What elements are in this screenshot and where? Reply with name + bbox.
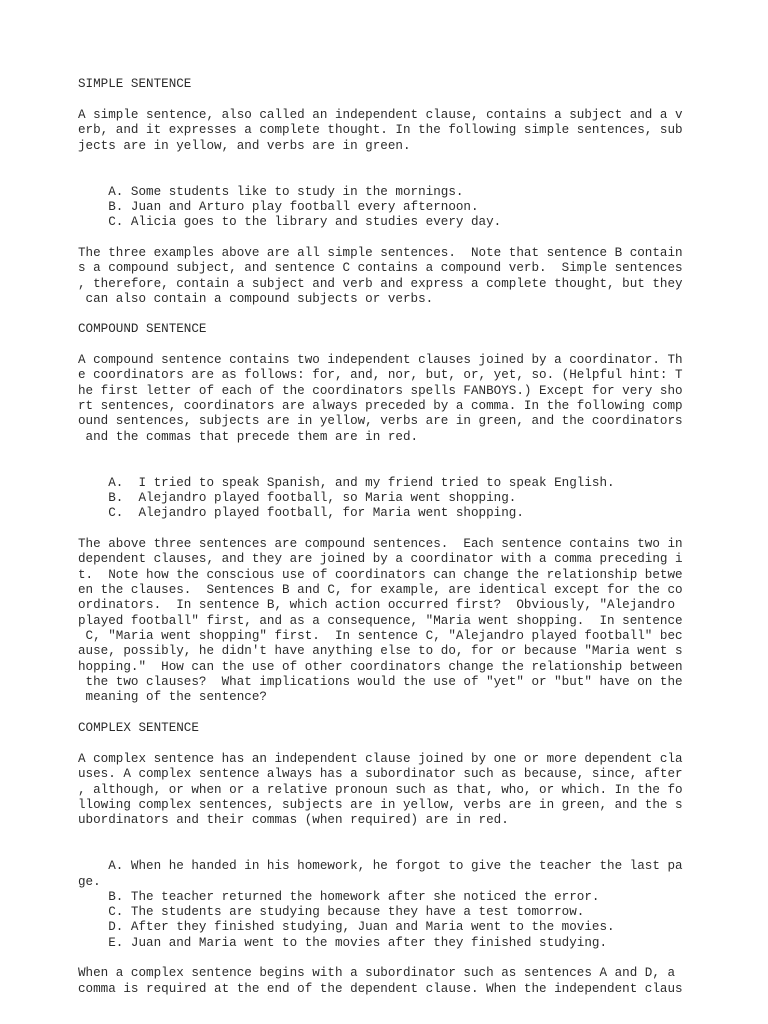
paragraph-line: ubordinators and their commas (when required) are in red.: [78, 813, 509, 827]
heading-compound-sentence: COMPOUND SENTENCE: [78, 322, 207, 336]
paragraph-line: uses. A complex sentence always has a subordinator such as because, since, after: [78, 767, 683, 781]
example-line: E. Juan and Maria went to the movies after they finished studying.: [78, 936, 608, 950]
example-line: D. After they finished studying, Juan and Maria went to the movies.: [78, 920, 615, 934]
paragraph-line: erb, and it expresses a complete thought. In the following simple sentences, sub: [78, 123, 683, 137]
example-line: A. I tried to speak Spanish, and my friend tried to speak English.: [78, 476, 615, 490]
example-line: ge.: [78, 875, 101, 889]
paragraph-line: t. Note how the conscious use of coordinators can change the relationship betwe: [78, 568, 683, 582]
paragraph-line: e coordinators are as follows: for, and, nor, but, or, yet, so. (Helpful hint: T: [78, 368, 683, 382]
paragraph-line: ordinators. In sentence B, which action occurred first? Obviously, "Alejandro: [78, 598, 676, 612]
paragraph-line: meaning of the sentence?: [78, 690, 267, 704]
example-line: B. Alejandro played football, so Maria went shopping.: [78, 491, 517, 505]
paragraph-line: the two clauses? What implications would the use of "yet" or "but" have on the: [78, 675, 683, 689]
paragraph-line: rt sentences, coordinators are always preceded by a comma. In the following comp: [78, 399, 683, 413]
paragraph-line: played football" first, and as a consequence, "Maria went shopping. In sentence: [78, 614, 683, 628]
example-line: B. Juan and Arturo play football every afternoon.: [78, 200, 479, 214]
paragraph-line: he first letter of each of the coordinators spells FANBOYS.) Except for very sho: [78, 384, 683, 398]
paragraph-line: s a compound subject, and sentence C contains a compound verb. Simple sentences: [78, 261, 683, 275]
paragraph-line: en the clauses. Sentences B and C, for example, are identical except for the co: [78, 583, 683, 597]
paragraph-line: hopping." How can the use of other coordinators change the relationship between: [78, 660, 683, 674]
paragraph-line: The above three sentences are compound sentences. Each sentence contains two in: [78, 537, 683, 551]
example-line: B. The teacher returned the homework after she noticed the error.: [78, 890, 600, 904]
paragraph-line: ause, possibly, he didn't have anything else to do, for or because "Maria went s: [78, 644, 683, 658]
paragraph-line: A complex sentence has an independent clause joined by one or more dependent cla: [78, 752, 683, 766]
paragraph-line: comma is required at the end of the dependent clause. When the independent claus: [78, 982, 683, 996]
paragraph-line: , although, or when or a relative pronoun such as that, who, or which. In the fo: [78, 783, 683, 797]
example-line: A. When he handed in his homework, he forgot to give the teacher the last pa: [78, 859, 683, 873]
paragraph-line: C, "Maria went shopping" first. In sentence C, "Alejandro played football" bec: [78, 629, 683, 643]
paragraph-line: A compound sentence contains two independent clauses joined by a coordinator. Th: [78, 353, 683, 367]
paragraph-line: jects are in yellow, and verbs are in green.: [78, 139, 411, 153]
example-line: C. The students are studying because they have a test tomorrow.: [78, 905, 585, 919]
example-line: C. Alejandro played football, for Maria went shopping.: [78, 506, 524, 520]
paragraph-line: and the commas that precede them are in red.: [78, 430, 419, 444]
heading-complex-sentence: COMPLEX SENTENCE: [78, 721, 199, 735]
paragraph-line: dependent clauses, and they are joined by a coordinator with a comma preceding i: [78, 552, 683, 566]
paragraph-line: can also contain a compound subjects or verbs.: [78, 292, 434, 306]
paragraph-line: The three examples above are all simple sentences. Note that sentence B contain: [78, 246, 683, 260]
paragraph-line: When a complex sentence begins with a subordinator such as sentences A and D, a: [78, 966, 676, 980]
paragraph-line: A simple sentence, also called an independent clause, contains a subject and a v: [78, 108, 683, 122]
paragraph-line: ound sentences, subjects are in yellow, verbs are in green, and the coordinators: [78, 414, 683, 428]
paragraph-line: , therefore, contain a subject and verb and express a complete thought, but they: [78, 277, 683, 291]
example-line: A. Some students like to study in the mornings.: [78, 185, 464, 199]
heading-simple-sentence: SIMPLE SENTENCE: [78, 77, 192, 91]
paragraph-line: llowing complex sentences, subjects are in yellow, verbs are in green, and the s: [78, 798, 683, 812]
example-line: C. Alicia goes to the library and studies every day.: [78, 215, 502, 229]
